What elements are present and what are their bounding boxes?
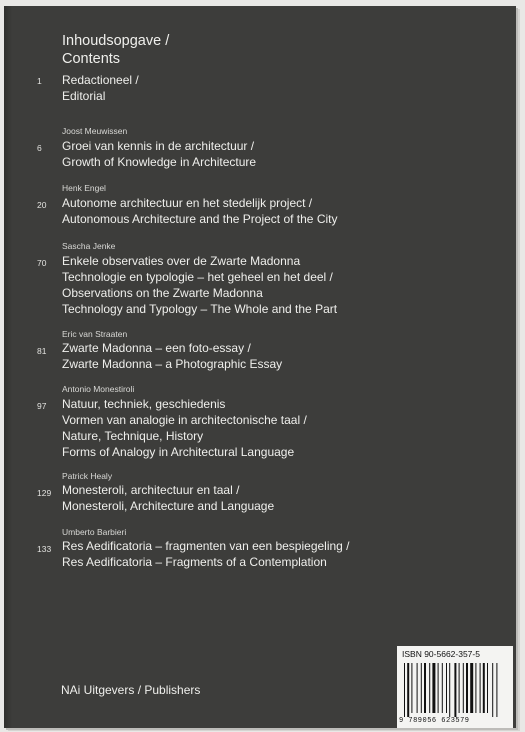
author-name: Patrick Healy [62, 471, 113, 481]
contents-heading [62, 32, 169, 68]
title-line: Monesteroli, Architecture and Language [62, 499, 275, 513]
page-number: 20 [37, 200, 47, 210]
entry-title [62, 138, 256, 170]
page-number: 129 [37, 488, 52, 498]
page-number: 81 [37, 346, 47, 356]
spine-edge [4, 6, 12, 728]
author-name: Umberto Barbieri [62, 527, 127, 537]
title-line: Res Aedificatoria – fragmenten van een bespiegeling / [62, 539, 350, 553]
heading-dutch: Inhoudsopgave / [62, 33, 170, 49]
back-cover [4, 6, 516, 728]
title-line: Groei van kennis in de architectuur / [62, 139, 255, 153]
entry-title [62, 195, 337, 227]
title-line: Vormen van analogie in architectonische taal / [62, 413, 307, 427]
title-line: Redactioneel / [62, 73, 139, 87]
barcode-icon [403, 663, 507, 717]
entry-title [62, 482, 274, 514]
isbn-number: ISBN 90-5662-357-5 [402, 649, 480, 659]
title-line: Enkele observaties over de Zwarte Madonna [62, 254, 301, 268]
title-line: Zwarte Madonna – a Photographic Essay [62, 357, 283, 371]
author-name: Eric van Straaten [62, 329, 128, 339]
title-line: Technology and Typology – The Whole and the Part [62, 302, 338, 316]
publisher-name: NAi Uitgevers / Publishers [61, 683, 201, 697]
entry-title [62, 340, 282, 372]
title-line: Natuur, techniek, geschiedenis [62, 397, 226, 411]
title-line: Forms of Analogy in Architectural Language [62, 445, 295, 459]
barcode-digits: 9 789056 623579 [399, 717, 470, 725]
page-number: 1 [37, 76, 42, 86]
title-line: Autonome architectuur en het stedelijk project / [62, 196, 313, 210]
title-line: Zwarte Madonna – een foto-essay / [62, 341, 251, 355]
page-number: 6 [37, 143, 42, 153]
author-name: Joost Meuwissen [62, 126, 128, 136]
title-line: Growth of Knowledge in Architecture [62, 155, 257, 169]
author-name: Sascha Jenke [62, 241, 116, 251]
title-line: Monesteroli, architectuur en taal / [62, 483, 240, 497]
entry-title [62, 253, 337, 317]
isbn-barcode-label [397, 646, 513, 728]
entry-title [62, 396, 307, 460]
title-line: Res Aedificatoria – Fragments of a Contemplation [62, 555, 327, 569]
heading-english: Contents [62, 51, 121, 67]
author-name: Henk Engel [62, 183, 106, 193]
title-line: Technologie en typologie – het geheel en het deel / [62, 270, 333, 284]
page-number: 97 [37, 401, 47, 411]
title-line: Nature, Technique, History [62, 429, 204, 443]
title-line: Observations on the Zwarte Madonna [62, 286, 263, 300]
page-number: 70 [37, 258, 47, 268]
entry-title [62, 538, 350, 570]
page-number: 133 [37, 544, 52, 554]
title-line: Autonomous Architecture and the Project of the City [62, 212, 338, 226]
author-name: Antonio Monestiroli [62, 384, 135, 394]
entry-title [62, 72, 139, 104]
title-line: Editorial [62, 89, 106, 103]
